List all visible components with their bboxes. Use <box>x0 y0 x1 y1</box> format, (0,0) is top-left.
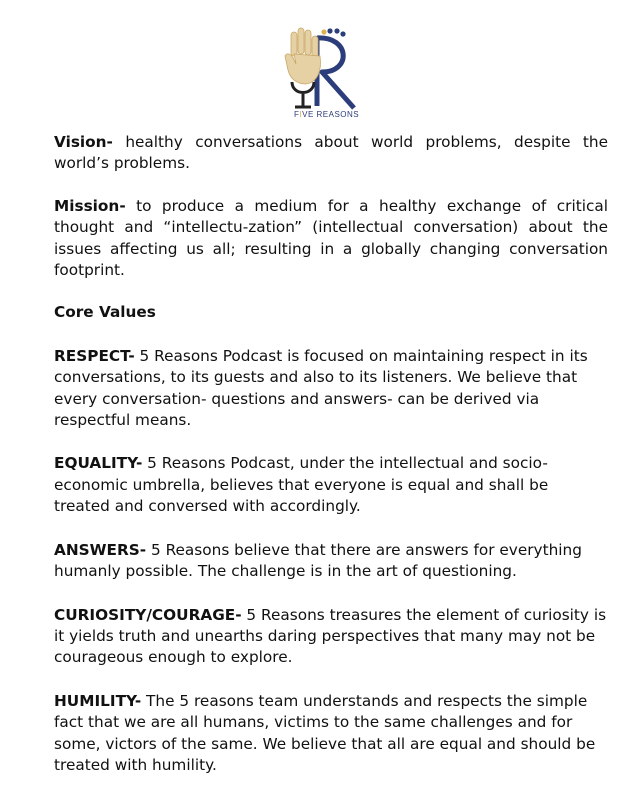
brand-tagline <box>294 110 359 119</box>
mission-paragraph <box>54 196 608 282</box>
mission-label: Mission- <box>54 196 126 215</box>
vision-paragraph <box>54 132 608 175</box>
core-value-text: The 5 reasons team understands and respects the simple fact that we are all humans, victims to the same challenges and for some, victors of the same. We believe that all are equal and should be treated with humility. <box>54 691 596 774</box>
brand-tagline-prefix: F <box>294 110 300 119</box>
core-value-label: ANSWERS- <box>54 540 147 559</box>
core-value-respect <box>54 346 608 432</box>
core-value-answers <box>54 540 608 583</box>
brand-tagline-suffix: VE REASONS <box>302 110 360 119</box>
vision-label: Vision- <box>54 133 113 151</box>
core-values-heading: Core Values <box>54 303 156 322</box>
core-value-label: CURIOSITY/COURAGE- <box>54 605 242 624</box>
core-value-humility <box>54 691 608 777</box>
document-body <box>54 132 608 776</box>
core-value-label: EQUALITY- <box>54 454 143 473</box>
core-value-text: 5 Reasons Podcast is focused on maintaining respect in its conversations, to its guests and also to its listeners. We believe that every conversation- questions and answers- can be derived via respectful means. <box>54 346 588 430</box>
core-value-equality <box>54 453 608 517</box>
core-value-text: 5 Reasons believe that there are answers for everything humanly possible. The challenge is in the art of questioning. <box>54 540 582 581</box>
mission-text: to produce a medium for a healthy exchange of critical thought and “intellectu-zation” (intellectual conversation) about the issues affecting us all; resulting in a globally changing conversation footprint. <box>54 196 608 280</box>
vision-text: healthy conversations about world problems, despite the world’s problems. <box>54 133 608 173</box>
five-reasons-logo <box>270 22 380 126</box>
core-value-label: RESPECT- <box>54 346 135 365</box>
core-value-curiosity-courage <box>54 605 608 669</box>
core-value-label: HUMILITY- <box>54 691 142 710</box>
core-value-text: 5 Reasons treasures the element of curiosity is it yields truth and unearths daring perspectives that many may not be courageous enough to explore. <box>54 605 607 667</box>
brand-tagline-highlight: I <box>299 110 303 119</box>
core-value-text: 5 Reasons Podcast, under the intellectual and socio-economic umbrella, believes that everyone is equal and shall be treated and conversed with accordingly. <box>54 454 549 516</box>
